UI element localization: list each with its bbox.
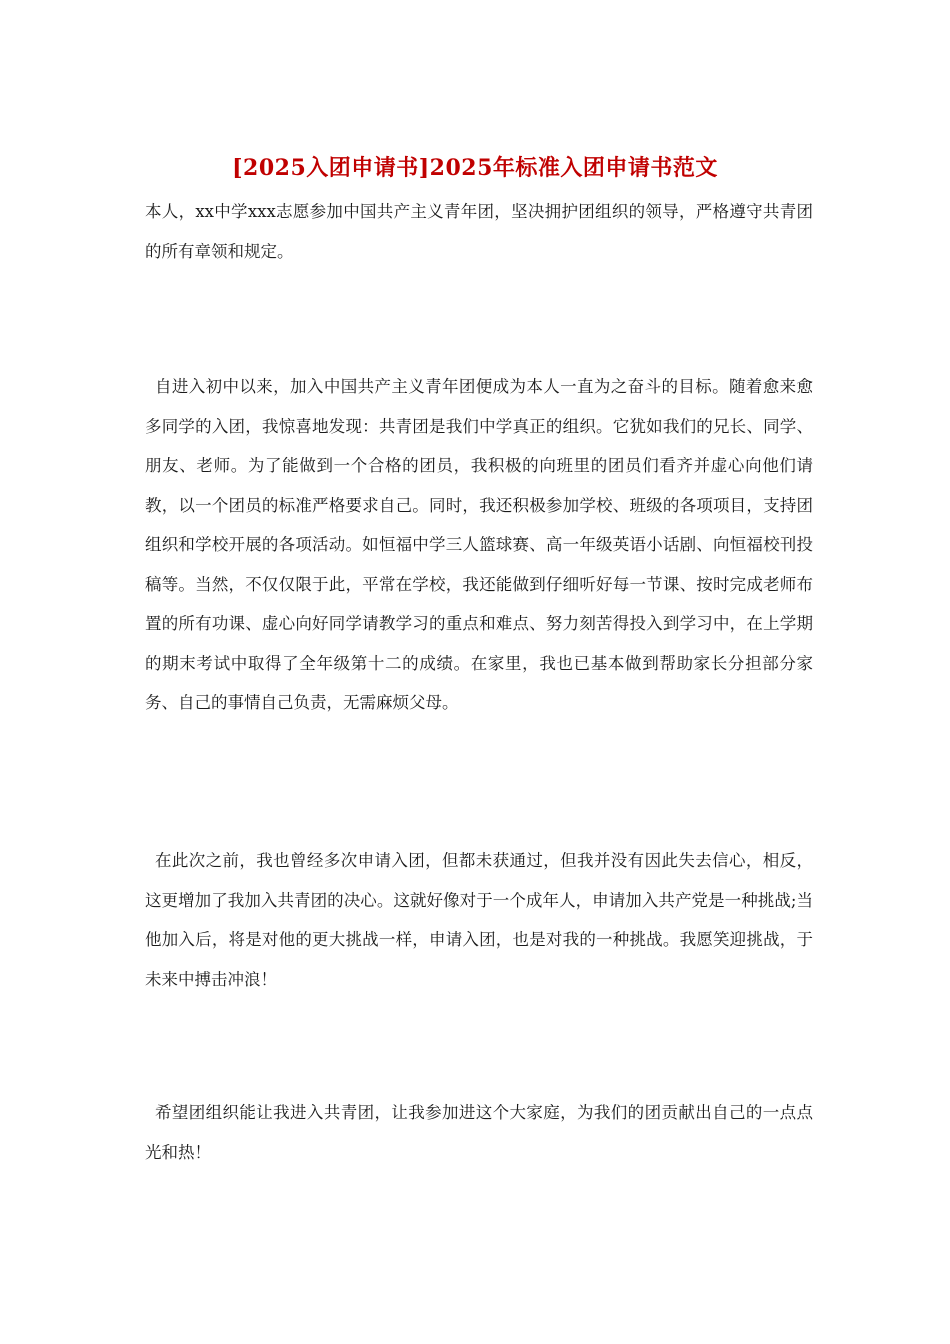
document-title: [2025入团申请书]2025年标准入团申请书范文 — [232, 155, 718, 181]
paragraph-determination: 在此次之前，我也曾经多次申请入团，但都未获通过，但我并没有因此失去信心，相反，这更增加了我加入共青团的决心。这就好像对于一个成年人，申请加入共产党是一种挑战;当他加入后，将是对他的更大挑战一样，申请入团，也是对我的一种挑战。我愿笑迎挑战，于未来中搏击冲浪！ — [145, 851, 813, 989]
paragraph-intro: 本人，xx中学xxx志愿参加中国共产主义青年团，坚决拥护团组织的领导，严格遵守共青团的所有章领和规定。 — [145, 202, 813, 261]
paragraph-experience: 自进入初中以来，加入中国共产主义青年团便成为本人一直为之奋斗的目标。随着愈来愈多同学的入团，我惊喜地发现：共青团是我们中学真正的组织。它犹如我们的兄长、同学、朋友、老师。为了能做到一个合格的团员，我积极的向班里的团员们看齐并虚心向他们请教，以一个团员的标准严格要求自己。同时，我还积极参加学校、班级的各项项目，支持团组织和学校开展的各项活动。如恒福中学三人篮球赛、高一年级英语小话剧、向恒福校刊投稿等。当然，不仅仅限于此，平常在学校，我还能做到仔细听好每一节课、按时完成老师布置的所有功课、虚心向好同学请教学习的重点和难点、努力刻苦得投入到学习中，在上学期的期末考试中取得了全年级第十二的成绩。在家里，我也已基本做到帮助家长分担部分家务、自己的事情自己负责，无需麻烦父母。 — [145, 377, 813, 712]
paragraph-closing: 希望团组织能让我进入共青团，让我参加进这个大家庭，为我们的团贡献出自己的一点点光和热！ — [145, 1103, 813, 1162]
